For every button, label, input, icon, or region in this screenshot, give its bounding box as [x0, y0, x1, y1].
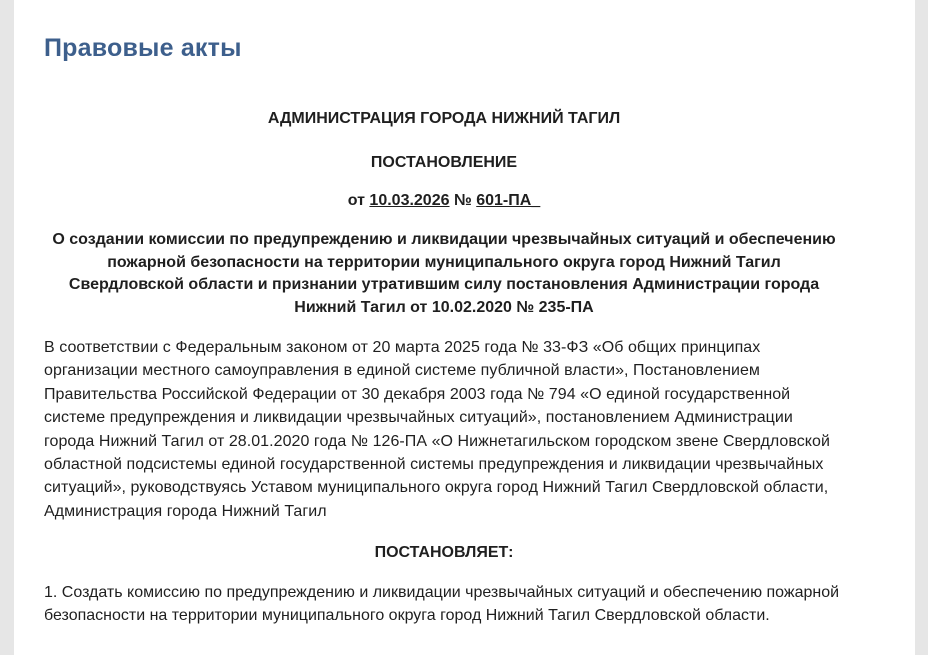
decree-word: ПОСТАНОВЛЯЕТ:	[374, 544, 514, 562]
number-sign: №	[449, 192, 477, 209]
document-number: 601-ПА_	[476, 192, 541, 209]
document-type: ПОСТАНОВЛЕНИЕ	[370, 154, 518, 171]
document-date: 10.03.2026	[369, 192, 450, 209]
document-title: О создании комиссии по предупреждению и ликвидации чрезвычайных ситуаций и обеспечению пожарной безопасности на территории муниципального округа город Нижний Тагил Свердловской области и признании утратившим силу постановления Администрации города Нижний Тагил от 10.02.2020 № 235-ПА	[52, 231, 836, 316]
document-number-line	[44, 190, 844, 212]
number-prefix: от	[347, 192, 370, 209]
section-heading: Правовые акты	[44, 34, 242, 62]
legal-act-document	[44, 108, 844, 627]
clause-1: 1. Создать комиссию по предупреждению и ликвидации чрезвычайных ситуаций и обеспечению пожарной безопасности на территории муниципального округа город Нижний Тагил Свердловской области.	[44, 584, 840, 625]
preamble-paragraph: В соответствии с Федеральным законом от 20 марта 2025 года № 33-ФЗ «Об общих принципах организации местного самоуправления в единой системе публичной власти», Постановлением Правительства Российской Федерации от 30 декабря 2003 года № 794 «О единой государственной системе предупреждения и ликвидации чрезвычайных ситуаций», постановлением Администрации города Нижний Тагил от 28.01.2020 года № 126-ПА «О Нижнетагильском городском звене Свердловской областной подсистемы единой государственной системы предупреждения и ликвидации чрезвычайных ситуаций», руководствуясь Уставом муниципального округа город Нижний Тагил Свердловской области, Администрация города Нижний Тагил	[44, 339, 830, 520]
organization-name: АДМИНИСТРАЦИЯ ГОРОДА НИЖНИЙ ТАГИЛ	[267, 110, 621, 127]
document-sheet	[14, 0, 915, 655]
